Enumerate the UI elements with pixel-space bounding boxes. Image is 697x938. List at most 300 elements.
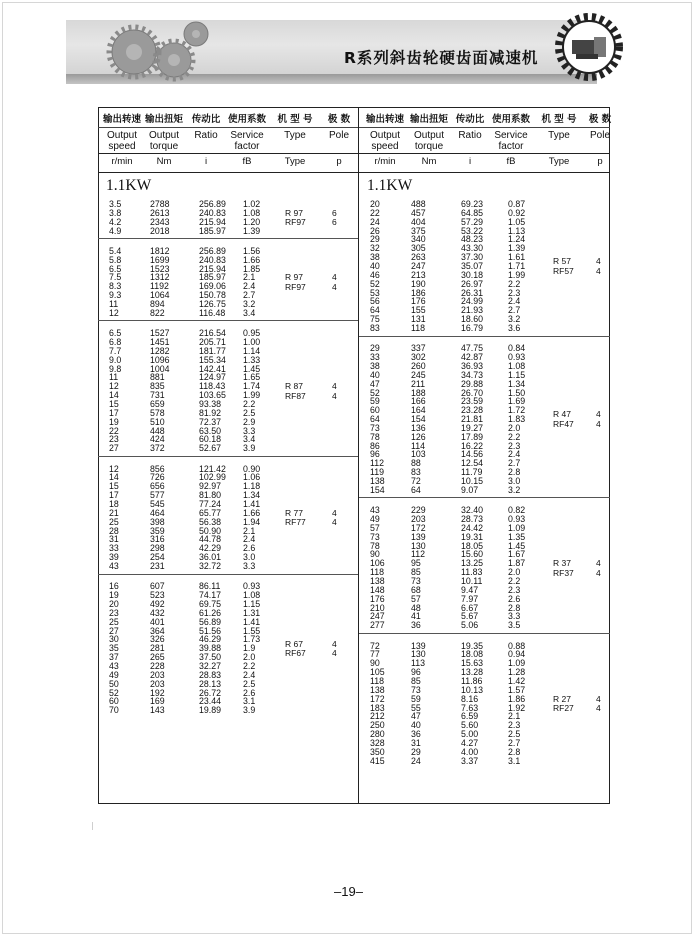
torque-cell: 254 bbox=[150, 552, 165, 563]
factor-cell: 1.87 bbox=[508, 558, 526, 569]
speed-cell: 280 bbox=[370, 729, 385, 740]
torque-cell: 73 bbox=[411, 576, 421, 586]
table-row bbox=[0, 586, 697, 595]
model-type bbox=[553, 257, 574, 276]
ratio-cell: 5.60 bbox=[461, 720, 479, 731]
col-unit-type: Type bbox=[284, 156, 306, 167]
torque-cell: 139 bbox=[411, 640, 426, 651]
table-row bbox=[0, 209, 697, 218]
speed-cell: 118 bbox=[370, 676, 385, 686]
speed-cell: 43 bbox=[370, 505, 380, 516]
factor-cell: 1.94 bbox=[243, 516, 261, 527]
torque-cell: 57 bbox=[411, 593, 421, 604]
model-type-line: RF57 bbox=[553, 265, 574, 276]
factor-cell: 2.7 bbox=[508, 305, 521, 316]
torque-cell: 85 bbox=[411, 567, 421, 578]
table-row bbox=[0, 668, 697, 677]
col-header-en: Pole bbox=[589, 130, 610, 141]
ratio-cell: 44.78 bbox=[199, 534, 222, 545]
speed-cell: 26 bbox=[370, 225, 380, 236]
torque-cell: 112 bbox=[411, 549, 426, 560]
speed-cell: 210 bbox=[370, 602, 385, 613]
pole-line: 4 bbox=[596, 418, 601, 429]
ratio-cell: 102.99 bbox=[199, 472, 226, 483]
torque-cell: 1192 bbox=[150, 281, 169, 292]
speed-cell: 39 bbox=[109, 552, 119, 563]
factor-cell: 1.09 bbox=[508, 658, 526, 669]
pole-line: 4 bbox=[332, 517, 337, 528]
speed-cell: 90 bbox=[370, 549, 380, 560]
torque-cell: 190 bbox=[411, 278, 426, 289]
ratio-cell: 6.59 bbox=[461, 711, 479, 722]
model-type-line: RF47 bbox=[553, 418, 574, 429]
ratio-cell: 5.00 bbox=[461, 729, 479, 740]
table-row bbox=[0, 540, 697, 554]
ratio-cell: 3.37 bbox=[461, 755, 479, 766]
col-header-en: Service bbox=[230, 130, 264, 141]
gear-cluster-icon bbox=[96, 14, 226, 89]
model-type-line: RF97 bbox=[285, 281, 306, 292]
factor-cell: 0.93 bbox=[508, 514, 526, 525]
factor-cell: 2.4 bbox=[243, 281, 256, 292]
torque-cell: 126 bbox=[411, 431, 426, 442]
factor-cell: 1.57 bbox=[508, 684, 526, 695]
speed-cell: 18 bbox=[109, 499, 119, 509]
ratio-cell: 28.83 bbox=[199, 669, 222, 680]
ratio-cell: 121.42 bbox=[199, 463, 226, 474]
speed-cell: 7.5 bbox=[109, 272, 122, 283]
ratio-cell: 26.97 bbox=[461, 278, 484, 289]
torque-cell: 72 bbox=[411, 476, 421, 486]
torque-cell: 731 bbox=[150, 390, 165, 401]
torque-cell: 59 bbox=[411, 693, 421, 704]
torque-cell: 659 bbox=[150, 399, 165, 409]
header-rule bbox=[98, 153, 358, 154]
speed-cell: 154 bbox=[370, 484, 385, 495]
factor-cell: 1.00 bbox=[243, 337, 261, 348]
speed-cell: 35 bbox=[109, 643, 119, 654]
torque-cell: 464 bbox=[150, 507, 165, 518]
speed-cell: 78 bbox=[370, 431, 380, 442]
table-row bbox=[0, 524, 697, 533]
table-row bbox=[0, 440, 697, 454]
ratio-cell: 65.77 bbox=[199, 507, 222, 518]
factor-cell: 1.71 bbox=[508, 260, 526, 271]
speed-cell: 23 bbox=[109, 607, 119, 618]
pole-line: 4 bbox=[596, 703, 601, 714]
ratio-cell: 126.75 bbox=[199, 299, 226, 309]
ratio-cell: 169.06 bbox=[199, 281, 226, 292]
factor-cell: 1.66 bbox=[243, 507, 261, 518]
col-header-en2: factor bbox=[498, 141, 524, 152]
speed-cell: 19 bbox=[109, 416, 119, 427]
speed-cell: 32 bbox=[370, 243, 380, 254]
ratio-cell: 16.22 bbox=[461, 440, 484, 451]
table-row bbox=[0, 450, 697, 459]
torque-cell: 1451 bbox=[150, 337, 170, 348]
torque-cell: 203 bbox=[411, 514, 426, 525]
torque-cell: 260 bbox=[411, 360, 426, 371]
header-rule bbox=[359, 127, 610, 128]
torque-cell: 176 bbox=[411, 296, 426, 307]
torque-cell: 1812 bbox=[150, 245, 170, 256]
speed-cell: 30 bbox=[109, 634, 119, 645]
ratio-cell: 32.72 bbox=[199, 560, 222, 571]
ratio-cell: 5.67 bbox=[461, 611, 479, 622]
torque-cell: 492 bbox=[150, 599, 165, 609]
pole-line: 4 bbox=[332, 390, 337, 401]
factor-cell: 3.6 bbox=[508, 322, 521, 333]
col-header-en: Output bbox=[148, 130, 180, 141]
ratio-cell: 7.97 bbox=[461, 593, 479, 604]
speed-cell: 105 bbox=[370, 667, 385, 678]
ratio-cell: 43.30 bbox=[461, 243, 484, 254]
header-rule bbox=[98, 172, 358, 173]
torque-cell: 228 bbox=[150, 660, 165, 671]
speed-cell: 72 bbox=[370, 640, 380, 651]
col-unit-type: Type bbox=[548, 156, 570, 167]
torque-cell: 96 bbox=[411, 667, 421, 678]
table-row bbox=[0, 604, 697, 613]
col-header-en2: torque bbox=[414, 141, 444, 152]
torque-cell: 169 bbox=[150, 696, 165, 707]
gear-motor-icon bbox=[554, 12, 624, 82]
ratio-cell: 11.86 bbox=[461, 676, 483, 686]
table-row bbox=[0, 227, 697, 236]
model-type-line: RF87 bbox=[285, 390, 306, 401]
speed-cell: 53 bbox=[370, 287, 380, 298]
col-header-en: Ratio bbox=[194, 130, 218, 141]
table-row bbox=[0, 397, 697, 406]
col-header-zh: 输出扭矩 bbox=[409, 114, 448, 125]
torque-cell: 856 bbox=[150, 463, 165, 474]
ratio-cell: 21.81 bbox=[461, 414, 484, 425]
ratio-cell: 26.72 bbox=[199, 687, 222, 698]
ratio-cell: 103.65 bbox=[199, 390, 226, 401]
speed-cell: 183 bbox=[370, 702, 385, 713]
factor-cell: 1.14 bbox=[243, 345, 261, 356]
torque-cell: 203 bbox=[150, 669, 165, 680]
table-row bbox=[0, 200, 697, 209]
torque-cell: 85 bbox=[411, 676, 421, 686]
ratio-cell: 37.30 bbox=[461, 252, 484, 263]
ratio-cell: 7.63 bbox=[461, 702, 479, 713]
speed-cell: 12 bbox=[109, 463, 119, 474]
speed-cell: 38 bbox=[370, 360, 380, 371]
speed-cell: 77 bbox=[370, 649, 380, 660]
factor-cell: 3.3 bbox=[508, 611, 521, 622]
table-row bbox=[0, 730, 697, 739]
factor-cell: 3.2 bbox=[508, 484, 521, 495]
table-row bbox=[0, 686, 697, 695]
ratio-cell: 19.35 bbox=[461, 640, 484, 651]
table-row bbox=[0, 424, 697, 433]
ratio-cell: 124.97 bbox=[199, 372, 226, 383]
power-label: 1.1KW bbox=[106, 177, 152, 194]
model-type-line: R 97 bbox=[285, 207, 303, 218]
torque-cell: 64 bbox=[411, 484, 421, 495]
header-rule bbox=[359, 153, 610, 154]
speed-cell: 9.8 bbox=[109, 363, 122, 374]
table-row bbox=[0, 253, 697, 262]
ratio-cell: 30.18 bbox=[461, 269, 484, 280]
factor-cell: 2.4 bbox=[508, 449, 521, 460]
torque-cell: 68 bbox=[411, 584, 421, 595]
table-row bbox=[0, 559, 697, 568]
speed-cell: 96 bbox=[370, 449, 380, 460]
factor-cell: 1.45 bbox=[508, 540, 526, 551]
ratio-cell: 13.25 bbox=[461, 558, 484, 569]
col-unit-ratio: i bbox=[204, 156, 208, 167]
factor-cell: 1.09 bbox=[508, 522, 526, 533]
speed-cell: 43 bbox=[109, 660, 119, 671]
torque-cell: 337 bbox=[411, 343, 426, 354]
speed-cell: 9.3 bbox=[109, 290, 122, 301]
ratio-cell: 35.07 bbox=[461, 260, 484, 271]
speed-cell: 6.8 bbox=[109, 337, 122, 348]
col-header-zh: 输出扭矩 bbox=[144, 114, 183, 125]
speed-cell: 3.8 bbox=[109, 207, 122, 218]
factor-cell: 1.02 bbox=[243, 199, 261, 209]
factor-cell: 1.39 bbox=[243, 225, 261, 236]
torque-cell: 298 bbox=[150, 543, 165, 554]
model-type bbox=[553, 410, 574, 429]
ratio-cell: 15.63 bbox=[461, 658, 484, 669]
factor-cell: 1.74 bbox=[243, 381, 261, 392]
pole-line: 4 bbox=[332, 381, 337, 392]
torque-cell: 131 bbox=[411, 314, 426, 325]
table-row bbox=[0, 712, 697, 721]
ratio-cell: 42.87 bbox=[461, 352, 484, 363]
torque-cell: 47 bbox=[411, 711, 421, 722]
speed-cell: 56 bbox=[370, 296, 380, 307]
ratio-cell: 19.27 bbox=[461, 422, 484, 433]
pole-count bbox=[596, 410, 601, 429]
factor-cell: 1.15 bbox=[243, 599, 261, 609]
ratio-cell: 56.38 bbox=[199, 516, 222, 527]
speed-cell: 33 bbox=[109, 543, 119, 554]
ratio-cell: 142.41 bbox=[199, 363, 226, 374]
torque-cell: 188 bbox=[411, 387, 426, 398]
ratio-cell: 14.56 bbox=[461, 449, 484, 460]
model-type-line: RF77 bbox=[285, 517, 306, 528]
table-row bbox=[0, 531, 697, 545]
ratio-cell: 36.01 bbox=[199, 552, 222, 563]
torque-cell: 305 bbox=[411, 243, 426, 254]
torque-cell: 398 bbox=[150, 516, 165, 527]
factor-cell: 1.83 bbox=[508, 414, 526, 425]
factor-cell: 1.24 bbox=[508, 234, 526, 245]
model-type-line: R 27 bbox=[553, 693, 571, 704]
ratio-cell: 69.23 bbox=[461, 199, 484, 209]
table-row bbox=[0, 621, 697, 630]
table-row bbox=[0, 650, 697, 659]
ratio-cell: 18.08 bbox=[461, 649, 484, 660]
speed-cell: 86 bbox=[370, 440, 380, 451]
table-row bbox=[0, 515, 697, 524]
factor-cell: 2.3 bbox=[508, 287, 521, 298]
table-row bbox=[0, 693, 697, 707]
ratio-cell: 64.85 bbox=[461, 207, 484, 218]
factor-cell: 0.82 bbox=[508, 505, 526, 516]
factor-cell: 1.65 bbox=[243, 372, 261, 383]
torque-cell: 263 bbox=[411, 252, 426, 263]
ratio-cell: 18.05 bbox=[461, 540, 484, 551]
table-row bbox=[0, 353, 697, 362]
torque-cell: 213 bbox=[411, 269, 426, 280]
speed-cell: 49 bbox=[370, 514, 380, 525]
table-row bbox=[0, 595, 697, 604]
speed-cell: 52 bbox=[370, 278, 380, 289]
model-type-line: RF67 bbox=[285, 648, 306, 659]
torque-cell: 578 bbox=[150, 407, 165, 418]
speed-cell: 24 bbox=[370, 216, 380, 227]
model-type-line: R 57 bbox=[553, 256, 571, 267]
speed-cell: 350 bbox=[370, 746, 385, 757]
torque-cell: 359 bbox=[150, 525, 165, 536]
ratio-cell: 19.89 bbox=[199, 705, 222, 716]
ratio-cell: 28.13 bbox=[199, 678, 222, 689]
ratio-cell: 9.47 bbox=[461, 584, 479, 595]
torque-cell: 36 bbox=[411, 620, 421, 631]
ratio-cell: 19.31 bbox=[461, 531, 484, 542]
factor-cell: 2.6 bbox=[243, 687, 256, 698]
speed-cell: 12 bbox=[109, 307, 119, 318]
table-row bbox=[0, 431, 697, 445]
ratio-cell: 155.34 bbox=[199, 354, 226, 365]
pole-line: 6 bbox=[332, 207, 337, 218]
speed-cell: 47 bbox=[370, 378, 380, 389]
torque-cell: 114 bbox=[411, 440, 426, 451]
table-row bbox=[0, 262, 697, 271]
torque-cell: 401 bbox=[150, 616, 165, 627]
col-header-zh: 机 型 号 bbox=[541, 114, 577, 125]
factor-cell: 2.3 bbox=[508, 584, 521, 595]
speed-cell: 75 bbox=[370, 314, 380, 325]
torque-cell: 103 bbox=[411, 449, 426, 460]
factor-cell: 1.39 bbox=[508, 243, 526, 254]
factor-cell: 2.3 bbox=[508, 720, 521, 731]
speed-cell: 7.7 bbox=[109, 345, 122, 356]
factor-cell: 3.1 bbox=[243, 696, 256, 707]
speed-cell: 138 bbox=[370, 476, 385, 486]
factor-cell: 1.55 bbox=[243, 625, 261, 636]
model-type bbox=[553, 695, 574, 714]
factor-cell: 1.69 bbox=[508, 396, 526, 407]
speed-cell: 15 bbox=[109, 399, 119, 409]
speed-cell: 43 bbox=[109, 560, 119, 571]
speed-cell: 40 bbox=[370, 369, 380, 380]
model-type-line: R 67 bbox=[285, 638, 303, 649]
speed-cell: 60 bbox=[370, 405, 380, 416]
speed-cell: 11 bbox=[109, 299, 119, 309]
factor-cell: 1.45 bbox=[243, 363, 261, 374]
speed-cell: 40 bbox=[370, 260, 380, 271]
model-type-line: R 37 bbox=[553, 558, 571, 569]
table-row bbox=[0, 287, 697, 301]
factor-cell: 1.33 bbox=[243, 354, 261, 365]
factor-cell: 2.5 bbox=[243, 678, 256, 689]
ratio-cell: 47.75 bbox=[461, 343, 484, 354]
speed-cell: 17 bbox=[109, 407, 119, 418]
speed-cell: 112 bbox=[370, 458, 385, 469]
speed-cell: 73 bbox=[370, 422, 380, 433]
pole-line: 4 bbox=[332, 281, 337, 292]
ratio-cell: 24.42 bbox=[461, 522, 484, 533]
pole-line: 4 bbox=[596, 256, 601, 267]
speed-cell: 73 bbox=[370, 531, 380, 542]
ratio-cell: 69.75 bbox=[199, 599, 222, 609]
factor-cell: 1.73 bbox=[243, 634, 261, 645]
speed-cell: 33 bbox=[370, 352, 380, 363]
torque-cell: 488 bbox=[411, 199, 426, 209]
torque-cell: 2613 bbox=[150, 207, 170, 218]
torque-cell: 364 bbox=[150, 625, 165, 636]
torque-cell: 24 bbox=[411, 755, 421, 766]
speed-cell: 29 bbox=[370, 234, 380, 245]
col-header-zh: 机 型 号 bbox=[277, 114, 313, 125]
ratio-cell: 32.27 bbox=[199, 660, 222, 671]
torque-cell: 130 bbox=[411, 649, 426, 660]
col-header-zh: 使用系数 bbox=[227, 114, 266, 125]
torque-cell: 726 bbox=[150, 472, 165, 483]
factor-cell: 1.67 bbox=[508, 549, 526, 560]
speed-cell: 90 bbox=[370, 658, 380, 669]
torque-cell: 2788 bbox=[150, 199, 170, 209]
torque-cell: 375 bbox=[411, 225, 426, 236]
factor-cell: 1.50 bbox=[508, 387, 526, 398]
torque-cell: 31 bbox=[411, 737, 421, 748]
factor-cell: 0.93 bbox=[243, 581, 261, 592]
ratio-cell: 37.50 bbox=[199, 652, 222, 663]
ratio-cell: 81.92 bbox=[199, 407, 222, 418]
factor-cell: 3.4 bbox=[243, 434, 256, 445]
factor-cell: 2.1 bbox=[243, 272, 256, 283]
factor-cell: 2.9 bbox=[243, 416, 256, 427]
table-row bbox=[0, 244, 697, 253]
speed-cell: 247 bbox=[370, 611, 385, 622]
ratio-cell: 24.99 bbox=[461, 296, 484, 307]
model-type-line: R 97 bbox=[285, 272, 303, 283]
speed-cell: 60 bbox=[109, 696, 119, 707]
ratio-cell: 93.38 bbox=[199, 399, 222, 409]
factor-cell: 1.15 bbox=[508, 369, 526, 380]
pole-line: 4 bbox=[596, 265, 601, 276]
ratio-cell: 46.29 bbox=[199, 634, 222, 645]
torque-cell: 130 bbox=[411, 540, 426, 551]
factor-cell: 3.3 bbox=[243, 425, 256, 436]
ratio-cell: 215.94 bbox=[199, 216, 226, 227]
speed-cell: 5.4 bbox=[109, 245, 122, 256]
torque-cell: 432 bbox=[150, 607, 165, 618]
ratio-cell: 29.88 bbox=[461, 378, 484, 389]
ratio-cell: 86.11 bbox=[199, 581, 221, 592]
torque-cell: 1527 bbox=[150, 328, 170, 339]
speed-cell: 11 bbox=[109, 372, 119, 383]
table-row bbox=[0, 757, 697, 766]
factor-cell: 2.1 bbox=[243, 525, 256, 536]
factor-cell: 1.92 bbox=[508, 702, 526, 713]
speed-cell: 70 bbox=[109, 705, 119, 716]
speed-cell: 172 bbox=[370, 693, 385, 704]
ratio-cell: 4.27 bbox=[461, 737, 479, 748]
col-header-en: Type bbox=[548, 130, 570, 141]
factor-cell: 3.5 bbox=[508, 620, 521, 631]
ratio-cell: 116.48 bbox=[199, 307, 226, 318]
factor-cell: 2.0 bbox=[508, 422, 521, 433]
speed-cell: 19 bbox=[109, 590, 119, 601]
factor-cell: 1.08 bbox=[243, 207, 261, 218]
